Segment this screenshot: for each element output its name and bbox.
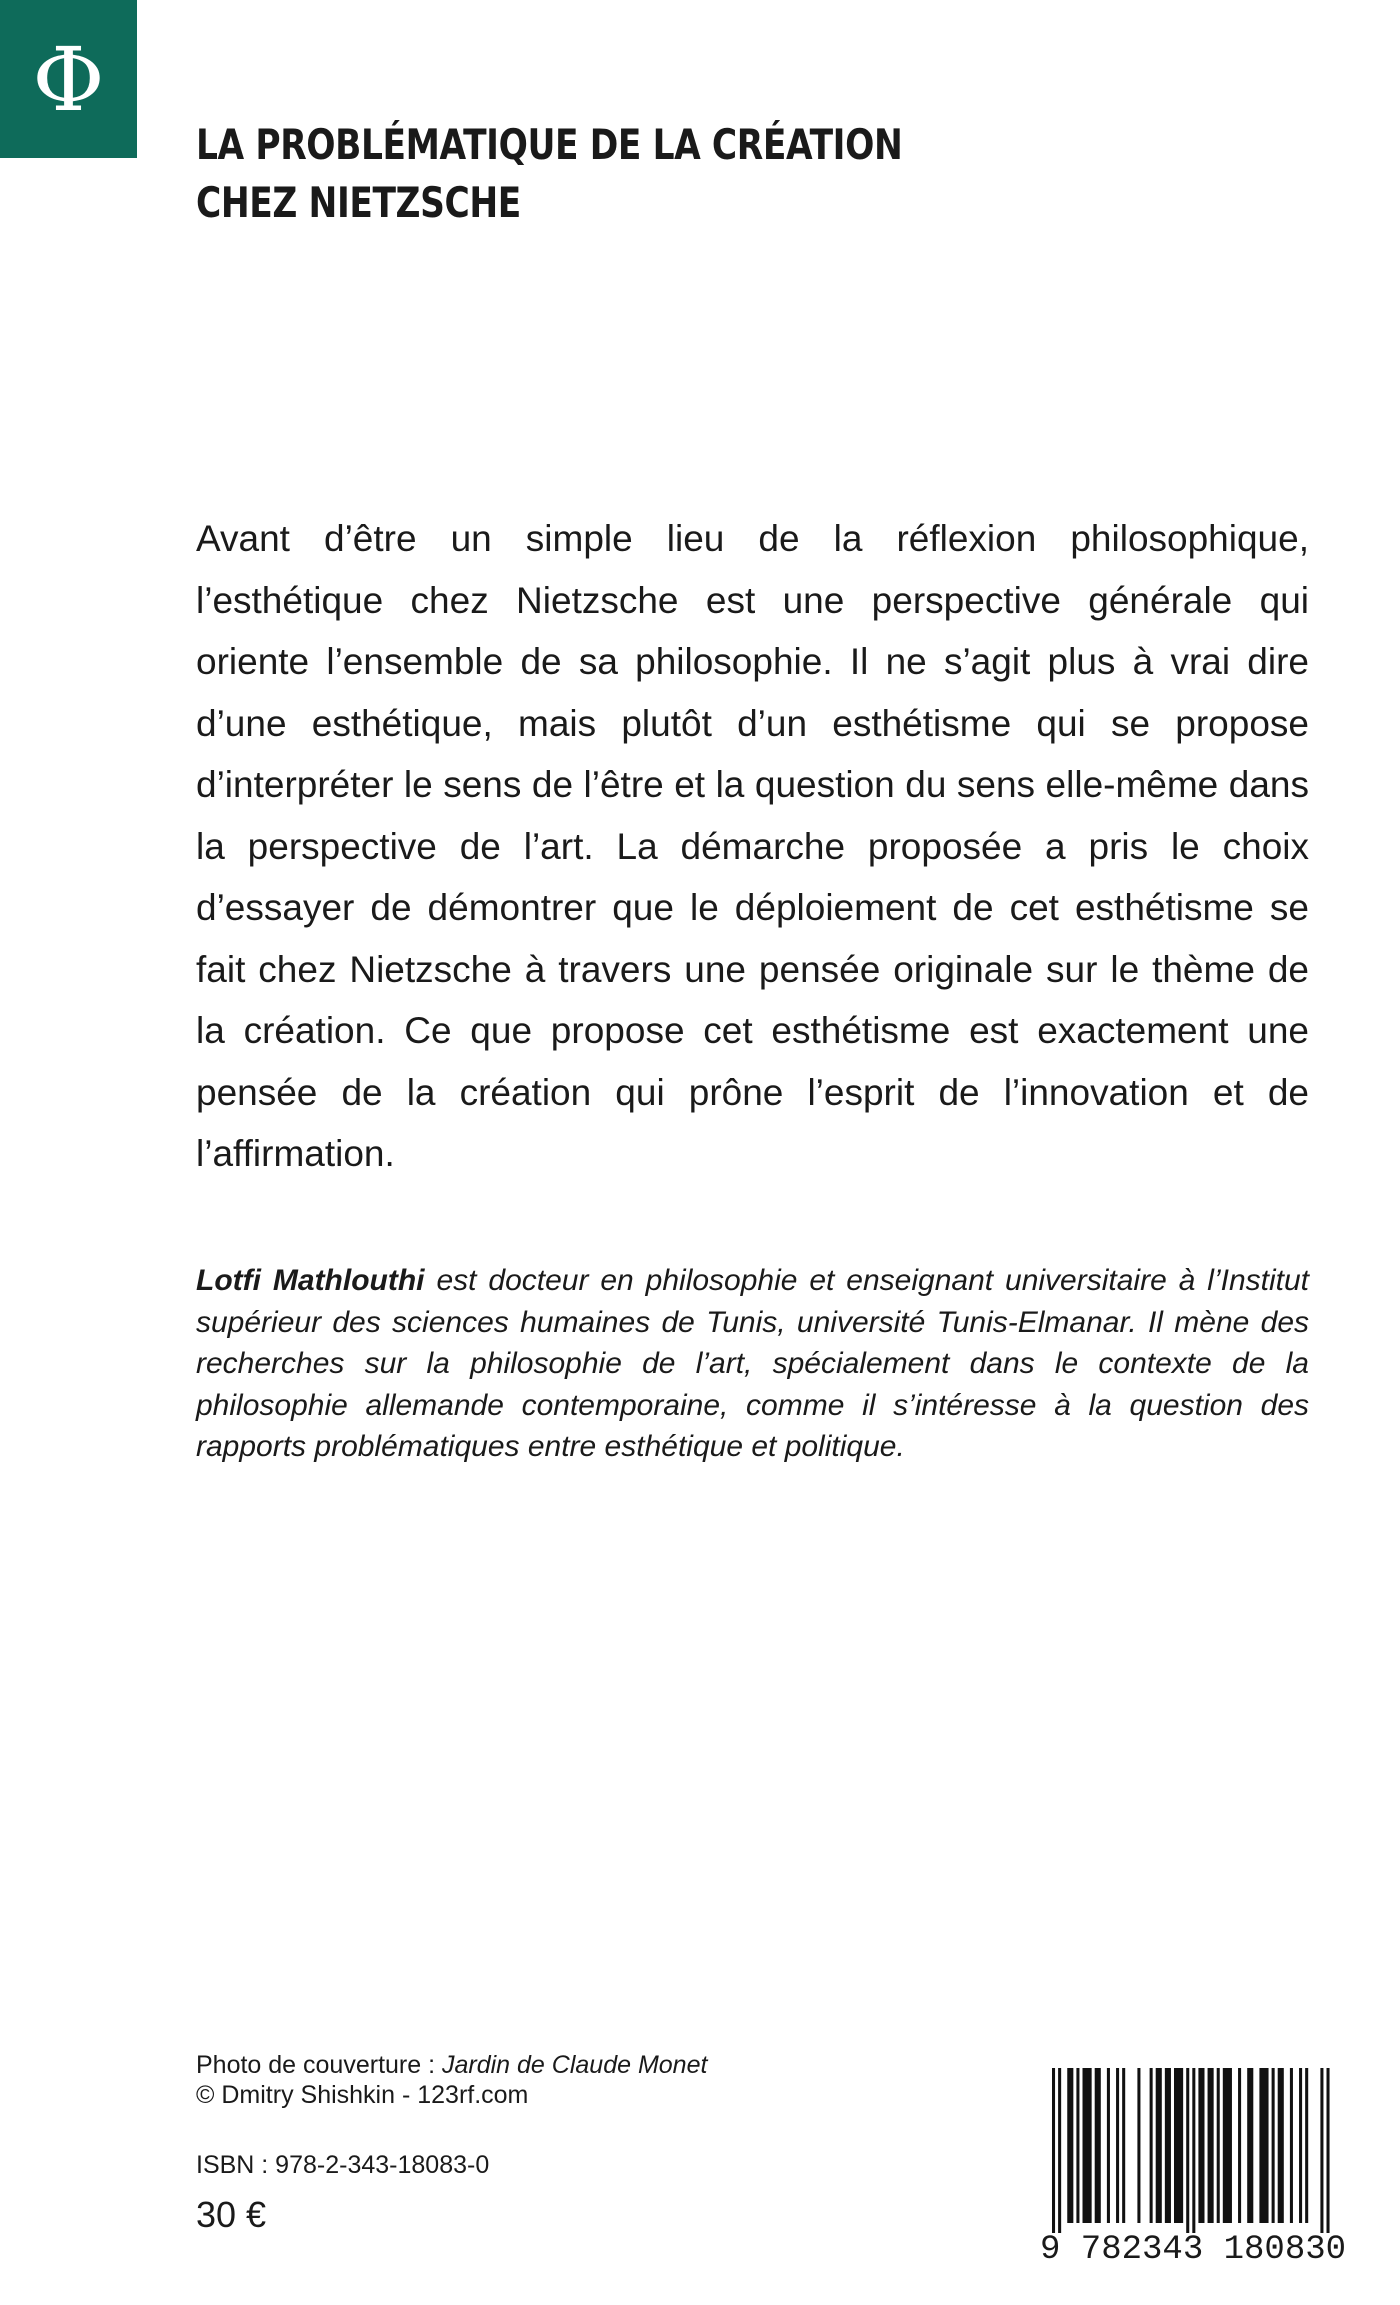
barcode-digits: 9 782343 180830: [1040, 2231, 1347, 2269]
author-bio: [196, 1260, 1309, 1468]
barcode-bars: [1050, 2068, 1350, 2233]
author-name: Lotfi Mathlouthi: [196, 1264, 425, 1297]
photo-credit-line: [196, 2050, 707, 2080]
phi-logo-icon: Φ: [32, 28, 105, 131]
barcode-bar-26: [1299, 2068, 1302, 2223]
isbn: ISBN : 978-2-343-18083-0: [196, 2151, 490, 2179]
barcode-bar-6: [1107, 2068, 1110, 2223]
barcode-bar-20: [1238, 2068, 1241, 2223]
barcode-bar-17: [1208, 2068, 1214, 2223]
barcode-bar-10: [1150, 2068, 1153, 2223]
barcode-bar-16: [1198, 2068, 1204, 2223]
title-line-2: CHEZ NIETZSCHE: [196, 178, 521, 227]
barcode-bar-5: [1095, 2068, 1101, 2223]
barcode: [1040, 2068, 1350, 2268]
barcode-bar-1: [1058, 2068, 1061, 2233]
barcode-bar-12: [1165, 2068, 1171, 2223]
photo-copyright: © Dmitry Shishkin - 123rf.com: [196, 2081, 529, 2109]
barcode-bar-0: [1052, 2068, 1055, 2233]
author-bio-text: est docteur en philosophie et enseignant universitaire à l’Institut supérieur des sciences humaines de Tunis, université Tunis-Elmanar. Il mène des recherches sur la philosophie de l’art, spécialement dans le contexte de la philosophie allemande contemporaine, comme il s’intéresse à la question des rapports problématiques entre esthétique et politique.: [196, 1264, 1309, 1463]
barcode-bar-25: [1290, 2068, 1293, 2223]
barcode-bar-4: [1083, 2068, 1092, 2223]
barcode-bar-7: [1116, 2068, 1119, 2223]
barcode-bar-8: [1122, 2068, 1125, 2223]
photo-credit-label: Photo de couverture :: [196, 2051, 442, 2079]
barcode-bar-19: [1223, 2068, 1232, 2223]
title-line-1: LA PROBLÉMATIQUE DE LA CRÉATION: [196, 120, 903, 169]
barcode-bar-29: [1327, 2068, 1330, 2233]
barcode-bar-23: [1272, 2068, 1275, 2223]
photo-credit-title: Jardin de Claude Monet: [441, 2051, 708, 2079]
barcode-bar-15: [1192, 2068, 1195, 2233]
barcode-bar-27: [1305, 2068, 1308, 2223]
barcode-bar-11: [1156, 2068, 1162, 2223]
barcode-bar-3: [1076, 2068, 1079, 2223]
barcode-bar-9: [1137, 2068, 1140, 2223]
barcode-bar-28: [1320, 2068, 1323, 2233]
barcode-bar-14: [1186, 2068, 1189, 2233]
photo-credits: [196, 2050, 707, 2110]
book-title: [196, 116, 1016, 232]
barcode-bar-18: [1217, 2068, 1220, 2223]
price: 30 €: [196, 2194, 267, 2235]
publisher-logo: [0, 0, 137, 158]
book-summary: Avant d’être un simple lieu de la réflexion philosophique, l’esthétique chez Nietzsche est une perspective générale qui oriente l’ensemble de sa philosophie. Il ne s’agit plus à vrai dire d’une esthétique, mais plutôt d’un esthétisme qui se propose d’interpréter le sens de l’être et la question du sens elle-même dans la perspective de l’art. La démarche proposée a pris le choix d’essayer de démontrer que le déploiement de cet esthétisme se fait chez Nietzsche à travers une pensée originale sur le thème de la création. Ce que propose cet esthétisme est exactement une pensée de la création qui prône l’esprit de l’innovation et de l’affirmation.: [196, 518, 1309, 1174]
barcode-bar-2: [1067, 2068, 1073, 2223]
barcode-bar-21: [1247, 2068, 1253, 2223]
barcode-bar-24: [1278, 2068, 1284, 2223]
barcode-bar-22: [1259, 2068, 1268, 2223]
barcode-bar-13: [1174, 2068, 1183, 2223]
